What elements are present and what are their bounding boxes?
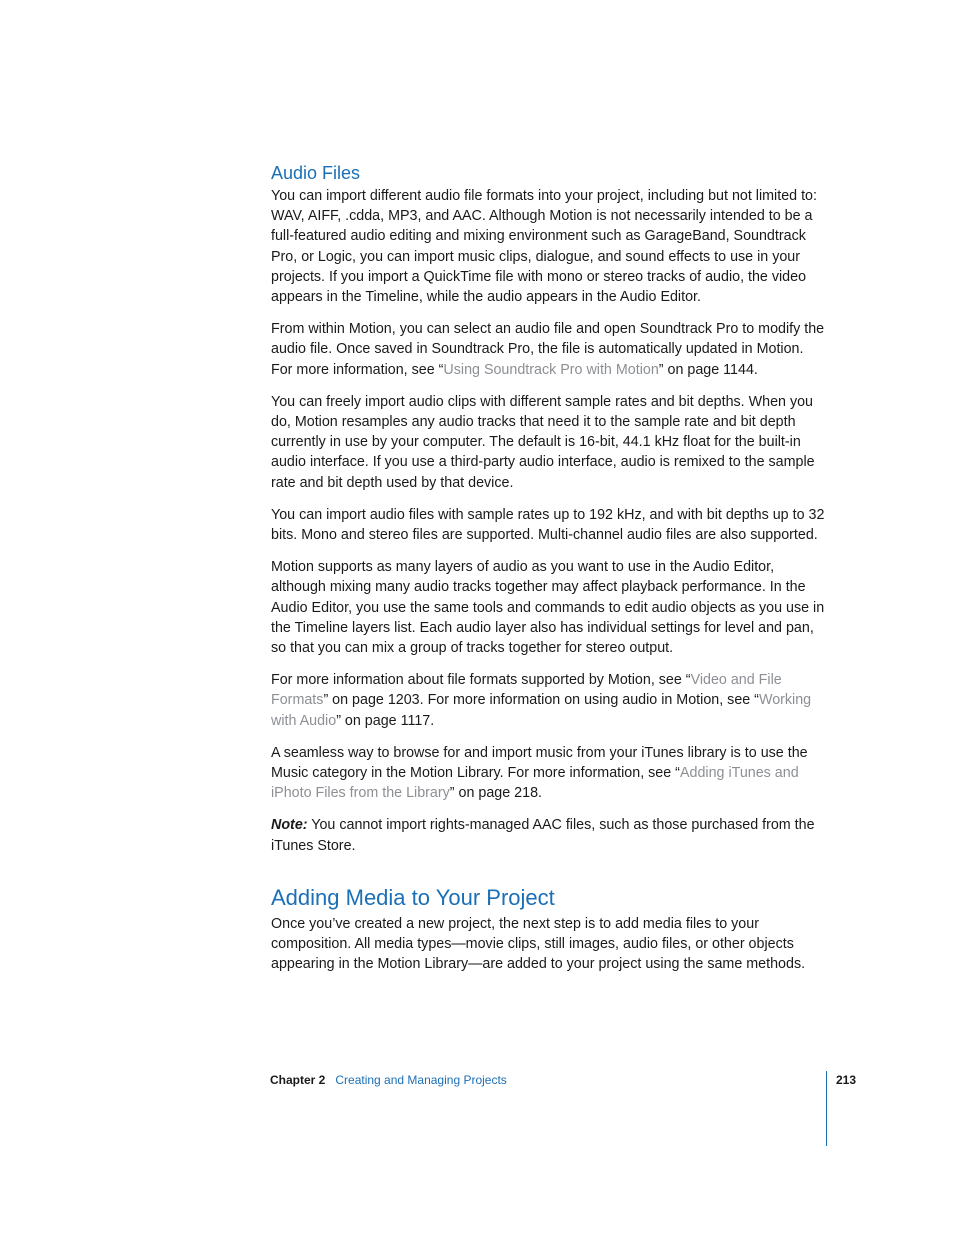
link-using-soundtrack-pro[interactable]: Using Soundtrack Pro with Motion: [443, 361, 659, 378]
footer-divider: [826, 1071, 827, 1146]
text-run: ” on page 1117.: [336, 712, 435, 729]
paragraph: [271, 186, 827, 307]
section-adding-media: [271, 884, 827, 975]
text-run: ” on page 1203. For more information on using audio in Motion, see “: [323, 692, 759, 709]
text-run: You cannot import rights-managed AAC files, such as those purchased from the iTunes Store.: [271, 817, 815, 854]
chapter-title: Creating and Managing Projects: [335, 1073, 507, 1087]
text-run: You can freely import audio clips with different sample rates and bit depths. When you do, Motion resamples any audio tracks that need it to the sample rate and bit depth currently in use by your computer. The default is 16-bit, 44.1 kHz float for the built-in audio interface. If you use a third-party audio interface, audio is remixed to the sample rate and bit depth used by that device.: [271, 393, 815, 491]
text-run: From within Motion, you can select an audio file and open Soundtrack Pro to modify the audio file. Once saved in Soundtrack Pro, the file is automatically updated in Motion. For more information, see “: [271, 321, 825, 378]
heading-adding-media: Adding Media to Your Project: [271, 884, 555, 910]
section-audio-files: [271, 160, 827, 856]
chapter-label: Chapter 2: [270, 1073, 326, 1087]
page-content: [271, 160, 827, 975]
paragraph: [271, 557, 827, 658]
text-run: Once you’ve created a new project, the next step is to add media files to your composition. All media types—movie clips, still images, audio files, or other objects appearing in the Motion Library—are added to your project using the same methods.: [271, 915, 806, 973]
note-paragraph: [271, 815, 827, 855]
page-number: 213: [836, 1073, 857, 1087]
paragraph: [271, 392, 827, 493]
paragraph: [271, 670, 827, 731]
text-run: A seamless way to browse for and import music from your iTunes library is to use the Music category in the Motion Library. For more information, see “: [271, 744, 808, 782]
link-video-and-file-formats[interactable]: Video and File Formats: [271, 672, 782, 709]
paragraph: [271, 319, 827, 380]
text-run: You can import different audio file formats into your project, including but not limited to: WAV, AIFF, .cdda, MP3, and AAC. Although Motion is not necessarily intended to be a full-featured audio editing and mixing environment such as GarageBand, Soundtrack Pro, or Logic, you can import music clips, dialogue, and sound effects to use in your projects. If you import a QuickTime file with mono or stereo tracks of audio, the video appears in the Timeline, while the audio appears in the Audio Editor.: [271, 188, 817, 306]
heading-audio-files: Audio Files: [271, 163, 361, 183]
paragraph: [271, 743, 827, 804]
text-run: Motion supports as many layers of audio as you want to use in the Audio Editor, although mixing many audio tracks together may affect playback performance. In the Audio Editor, you use the same tools and commands to edit audio objects as you use in the Timeline layers list. Each audio layer also has individual settings for level and pan, so that you can mix a group of tracks together for stereo output.: [271, 559, 825, 657]
text-run: ” on page 1144.: [658, 361, 758, 378]
paragraph: [271, 914, 827, 975]
text-run: ” on page 218.: [449, 785, 542, 802]
text-run: You can import audio files with sample rates up to 192 kHz, and with bit depths up to 32 bits. Mono and stereo files are supported. Multi-channel audio files are also supported.: [271, 506, 825, 544]
link-working-with-audio[interactable]: Working with Audio: [271, 692, 812, 729]
page-footer: [270, 1070, 507, 1090]
paragraph: [271, 505, 827, 545]
link-adding-itunes-iphoto[interactable]: Adding iTunes and iPhoto Files from the Library: [271, 765, 799, 802]
note-label: Note:: [271, 817, 308, 834]
text-run: For more information about file formats supported by Motion, see “: [271, 672, 691, 689]
